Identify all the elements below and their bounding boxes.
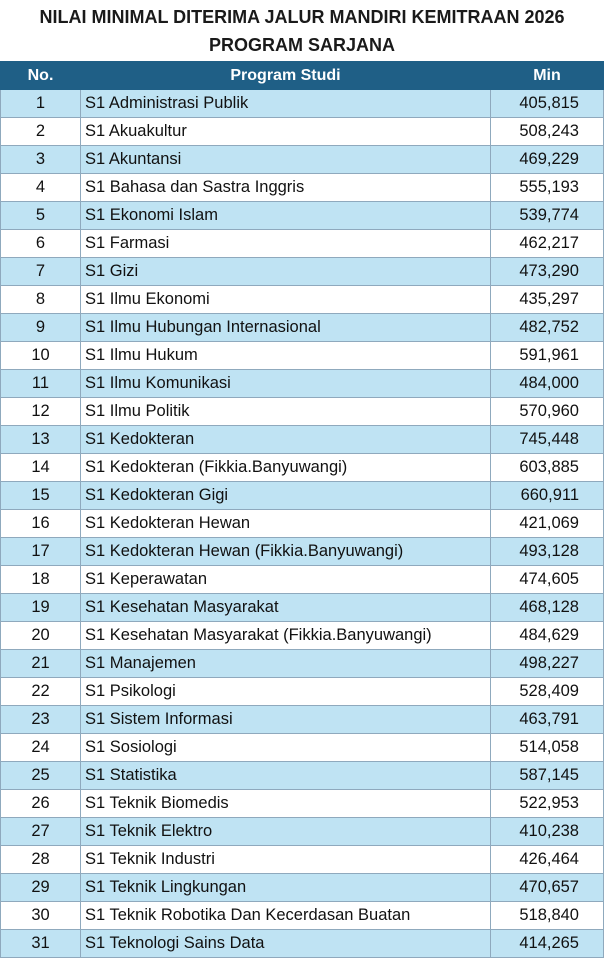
table-row	[1, 230, 604, 258]
row-number-cell: 17	[1, 538, 81, 566]
program-name-cell: S1 Sosiologi	[81, 734, 491, 762]
min-score-cell: 493,128	[491, 538, 604, 566]
table-row	[1, 118, 604, 146]
table-row	[1, 258, 604, 286]
table-row	[1, 566, 604, 594]
min-score-cell: 470,657	[491, 874, 604, 902]
row-number-cell: 13	[1, 426, 81, 454]
min-score-cell: 587,145	[491, 762, 604, 790]
table-row	[1, 930, 604, 958]
title-line-1: NILAI MINIMAL DITERIMA JALUR MANDIRI KEMITRAAN 2026	[39, 6, 565, 27]
min-score-cell: 603,885	[491, 454, 604, 482]
table-row	[1, 538, 604, 566]
min-score-cell: 469,229	[491, 146, 604, 174]
score-table	[0, 61, 604, 958]
table-row	[1, 790, 604, 818]
table-row	[1, 146, 604, 174]
title-line-2: PROGRAM SARJANA	[208, 34, 395, 55]
min-score-cell: 745,448	[491, 426, 604, 454]
program-name-cell: S1 Kesehatan Masyarakat	[81, 594, 491, 622]
row-number-cell: 22	[1, 678, 81, 706]
program-name-cell: S1 Teknik Biomedis	[81, 790, 491, 818]
program-name-cell: S1 Kedokteran	[81, 426, 491, 454]
table-row	[1, 426, 604, 454]
table-header-row	[1, 62, 604, 90]
table-row	[1, 706, 604, 734]
table-row	[1, 90, 604, 118]
min-score-cell: 468,128	[491, 594, 604, 622]
min-score-cell: 484,629	[491, 622, 604, 650]
program-name-cell: S1 Manajemen	[81, 650, 491, 678]
row-number-cell: 8	[1, 286, 81, 314]
program-name-cell: S1 Kesehatan Masyarakat (Fikkia.Banyuwangi)	[81, 622, 491, 650]
row-number-cell: 18	[1, 566, 81, 594]
table-row	[1, 454, 604, 482]
table-row	[1, 314, 604, 342]
table-row	[1, 482, 604, 510]
min-score-cell: 514,058	[491, 734, 604, 762]
program-name-cell: S1 Akuakultur	[81, 118, 491, 146]
program-name-cell: S1 Farmasi	[81, 230, 491, 258]
min-score-cell: 570,960	[491, 398, 604, 426]
table-row	[1, 342, 604, 370]
min-score-cell: 414,265	[491, 930, 604, 958]
min-score-cell: 555,193	[491, 174, 604, 202]
min-score-cell: 463,791	[491, 706, 604, 734]
program-name-cell: S1 Psikologi	[81, 678, 491, 706]
min-score-cell: 484,000	[491, 370, 604, 398]
program-name-cell: S1 Kedokteran Gigi	[81, 482, 491, 510]
program-name-cell: S1 Ekonomi Islam	[81, 202, 491, 230]
min-score-cell: 528,409	[491, 678, 604, 706]
program-name-cell: S1 Ilmu Hubungan Internasional	[81, 314, 491, 342]
table-row	[1, 678, 604, 706]
program-name-cell: S1 Teknik Robotika Dan Kecerdasan Buatan	[81, 902, 491, 930]
min-score-cell: 482,752	[491, 314, 604, 342]
row-number-cell: 6	[1, 230, 81, 258]
min-score-cell: 435,297	[491, 286, 604, 314]
program-name-cell: S1 Ilmu Komunikasi	[81, 370, 491, 398]
program-name-cell: S1 Ilmu Ekonomi	[81, 286, 491, 314]
min-score-cell: 410,238	[491, 818, 604, 846]
row-number-cell: 19	[1, 594, 81, 622]
min-score-cell: 660,911	[491, 482, 604, 510]
row-number-cell: 29	[1, 874, 81, 902]
document-title	[0, 0, 604, 61]
row-number-cell: 26	[1, 790, 81, 818]
row-number-cell: 1	[1, 90, 81, 118]
program-name-cell: S1 Ilmu Hukum	[81, 342, 491, 370]
row-number-cell: 2	[1, 118, 81, 146]
row-number-cell: 10	[1, 342, 81, 370]
program-name-cell: S1 Administrasi Publik	[81, 90, 491, 118]
row-number-cell: 28	[1, 846, 81, 874]
table-row	[1, 174, 604, 202]
min-score-cell: 474,605	[491, 566, 604, 594]
min-score-cell: 508,243	[491, 118, 604, 146]
row-number-cell: 5	[1, 202, 81, 230]
row-number-cell: 7	[1, 258, 81, 286]
program-name-cell: S1 Bahasa dan Sastra Inggris	[81, 174, 491, 202]
row-number-cell: 24	[1, 734, 81, 762]
table-row	[1, 846, 604, 874]
program-name-cell: S1 Keperawatan	[81, 566, 491, 594]
program-name-cell: S1 Kedokteran Hewan	[81, 510, 491, 538]
row-number-cell: 11	[1, 370, 81, 398]
row-number-cell: 21	[1, 650, 81, 678]
min-score-cell: 473,290	[491, 258, 604, 286]
program-name-cell: S1 Akuntansi	[81, 146, 491, 174]
program-name-cell: S1 Ilmu Politik	[81, 398, 491, 426]
header-min: Min	[491, 62, 604, 90]
table-row	[1, 286, 604, 314]
row-number-cell: 16	[1, 510, 81, 538]
program-name-cell: S1 Kedokteran (Fikkia.Banyuwangi)	[81, 454, 491, 482]
program-name-cell: S1 Teknik Industri	[81, 846, 491, 874]
program-name-cell: S1 Teknologi Sains Data	[81, 930, 491, 958]
table-row	[1, 202, 604, 230]
min-score-cell: 405,815	[491, 90, 604, 118]
table-row	[1, 622, 604, 650]
min-score-cell: 462,217	[491, 230, 604, 258]
program-name-cell: S1 Teknik Lingkungan	[81, 874, 491, 902]
header-program: Program Studi	[81, 62, 491, 90]
row-number-cell: 3	[1, 146, 81, 174]
table-row	[1, 510, 604, 538]
table-row	[1, 874, 604, 902]
row-number-cell: 30	[1, 902, 81, 930]
row-number-cell: 9	[1, 314, 81, 342]
program-name-cell: S1 Teknik Elektro	[81, 818, 491, 846]
row-number-cell: 14	[1, 454, 81, 482]
table-row	[1, 398, 604, 426]
table-row	[1, 762, 604, 790]
min-score-cell: 421,069	[491, 510, 604, 538]
table-body	[1, 90, 604, 958]
min-score-cell: 591,961	[491, 342, 604, 370]
row-number-cell: 4	[1, 174, 81, 202]
table-row	[1, 902, 604, 930]
row-number-cell: 20	[1, 622, 81, 650]
min-score-cell: 539,774	[491, 202, 604, 230]
table-row	[1, 650, 604, 678]
min-score-cell: 498,227	[491, 650, 604, 678]
header-no: No.	[1, 62, 81, 90]
min-score-cell: 522,953	[491, 790, 604, 818]
program-name-cell: S1 Sistem Informasi	[81, 706, 491, 734]
row-number-cell: 12	[1, 398, 81, 426]
min-score-cell: 518,840	[491, 902, 604, 930]
table-row	[1, 734, 604, 762]
table-row	[1, 594, 604, 622]
table-row	[1, 818, 604, 846]
row-number-cell: 27	[1, 818, 81, 846]
table-row	[1, 370, 604, 398]
row-number-cell: 31	[1, 930, 81, 958]
min-score-cell: 426,464	[491, 846, 604, 874]
program-name-cell: S1 Gizi	[81, 258, 491, 286]
row-number-cell: 15	[1, 482, 81, 510]
program-name-cell: S1 Statistika	[81, 762, 491, 790]
program-name-cell: S1 Kedokteran Hewan (Fikkia.Banyuwangi)	[81, 538, 491, 566]
row-number-cell: 23	[1, 706, 81, 734]
row-number-cell: 25	[1, 762, 81, 790]
